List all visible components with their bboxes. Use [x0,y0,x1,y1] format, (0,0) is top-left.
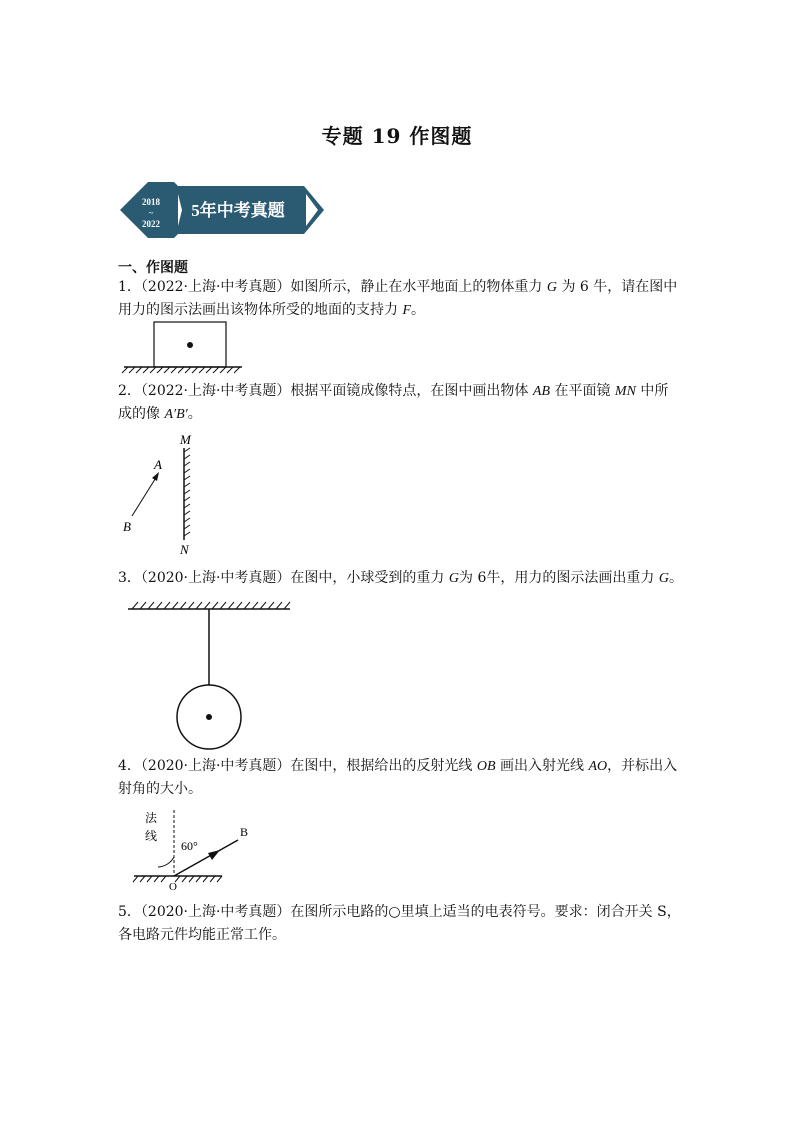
banner-year-end: 2022 [142,219,160,229]
mirror-label-m: M [180,432,191,447]
ray-label-b: B [240,825,249,839]
section-heading: 一、作图题 [118,260,188,276]
figure-block-on-ground [118,318,248,373]
object-label-b: B [123,519,131,534]
question-2: 2．（2022·上海·中考真题）根据平面镜成像特点，在图中画出物体 AB 在平面镜 MN 中所 成的像 A′B′。 [118,383,669,422]
normal-label-2: 线 [145,829,158,843]
angle-label: 60° [181,839,198,853]
banner-year-sep: ~ [148,208,154,218]
question-5: 5．（2020·上海·中考真题）在图所示电路的○里填上适当的电表符号。要求：闭合开关 S， 各电路元件均能正常工作。 [118,904,681,943]
point-label-o: O [169,881,177,893]
normal-label-1: 法 [145,811,158,825]
figure-plane-mirror [118,428,208,560]
banner-label: 5年中考真题 [191,201,285,220]
figure-hanging-ball [118,596,298,750]
question-3: 3．（2020·上海·中考真题）在图中，小球受到的重力 G为 6牛，用力的图示法画出重力 G。 [118,570,683,586]
mirror-label-n: N [180,542,189,557]
object-label-a: A [154,457,162,472]
page-title: 专题 19 作图题 [321,124,473,148]
section-banner [118,180,330,240]
question-1: 1．（2022·上海·中考真题）如图所示，静止在水平地面上的物体重力 G 为 6 牛，请在图中 用力的图示法画出该物体所受的地面的支持力 F。 [118,279,678,318]
figure-reflection [118,806,249,893]
banner-year-start: 2018 [142,197,160,207]
question-4: 4．（2020·上海·中考真题）在图中，根据给出的反射光线 OB 画出入射光线 AO，并标出入 射角的大小。 [118,758,678,797]
